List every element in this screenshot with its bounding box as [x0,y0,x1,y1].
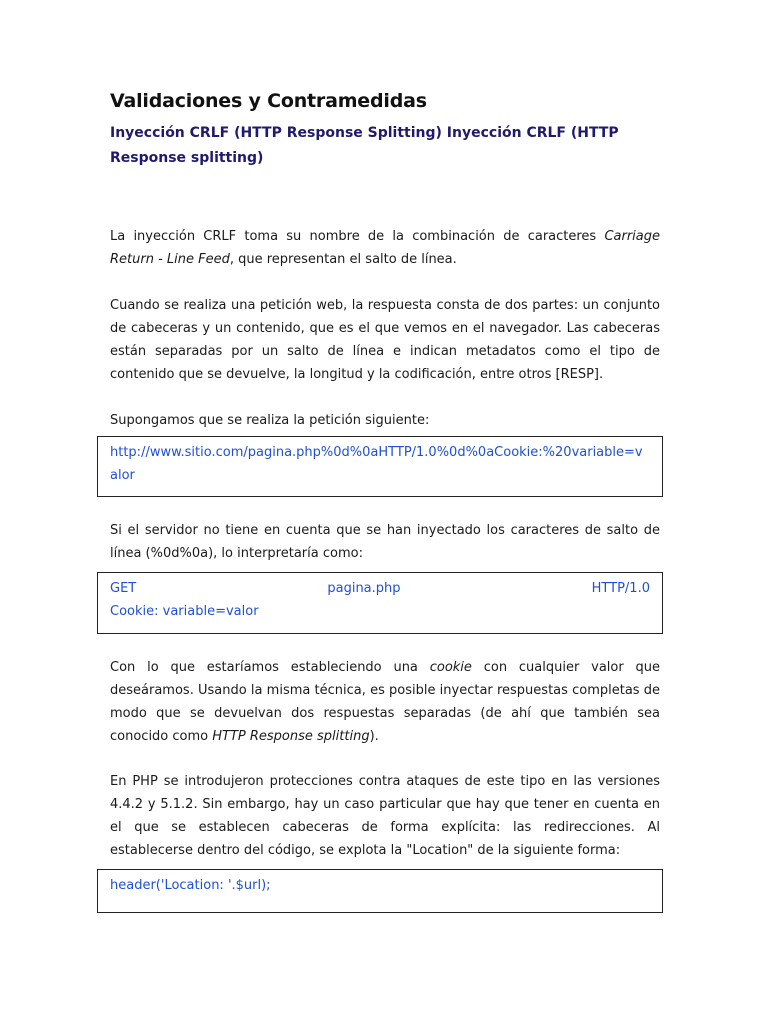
emphasis-text: cookie [429,660,472,675]
paragraph-text: ). [369,729,379,744]
paragraph-http-response: Cuando se realiza una petición web, la respuesta consta de dos partes: un conjunto de cabeceras y un contenido, que es el que vemos en el navegador. Las cabeceras están separadas por un salto de línea e indican metadatos como el tipo de contenido que se devuelve, la longitud y la codificación, entre otros [RESP]. [110,298,660,382]
emphasis-text: HTTP Response splitting [212,729,370,744]
code-header-text: header('Location: '.$url); [110,878,271,893]
code-cookie-line: Cookie: variable=valor [110,604,259,619]
code-url-text: http://www.sitio.com/pagina.php%0d%0aHTTP/1.0%0d%0aCookie:%20variable=valor [110,445,643,483]
code-method: GET [110,581,137,596]
paragraph-cookie-injection [110,656,660,748]
paragraph-text: Con lo que estaríamos estableciendo una [110,660,430,675]
paragraph-text: , que representan el salto de línea. [229,252,457,267]
code-request-line [110,577,650,600]
code-block-request-url [97,436,663,497]
code-version: HTTP/1.0 [591,581,650,596]
document-page [110,90,660,913]
page-title: Validaciones y Contramedidas [110,90,427,112]
paragraph-crlf-intro [110,225,660,271]
section-heading: Inyección CRLF (HTTP Response Splitting) Inyección CRLF (HTTP Response splitting) [110,125,619,166]
emphasis-text: Carriage Return - Line Feed [110,229,660,267]
code-block-header-call [97,869,663,913]
paragraph-php-protection: En PHP se introdujeron protecciones contra ataques de este tipo en las versiones 4.4.2 y 5.1.2. Sin embargo, hay un caso particular que hay que tener en cuenta en el que se establecen cabeceras de forma explícita: las redirecciones. Al establecerse dentro del código, se explota la "Location" de la siguiente forma: [110,774,660,858]
code-block-http-headers [97,572,663,634]
paragraph-text: La inyección CRLF toma su nombre de la combinación de caracteres [110,229,605,244]
paragraph-text: con cualquier valor que deseáramos. Usando la misma técnica, es posible inyectar respuestas completas de modo que se devuelvan dos respuestas separadas (de ahí que también sea conocido como [110,660,660,744]
paragraph-interpretation: Si el servidor no tiene en cuenta que se han inyectado los caracteres de salto de línea (%0d%0a), lo interpretaría como: [110,523,660,561]
paragraph-request-example: Supongamos que se realiza la petición siguiente: [110,413,430,428]
code-path: pagina.php [327,581,401,596]
